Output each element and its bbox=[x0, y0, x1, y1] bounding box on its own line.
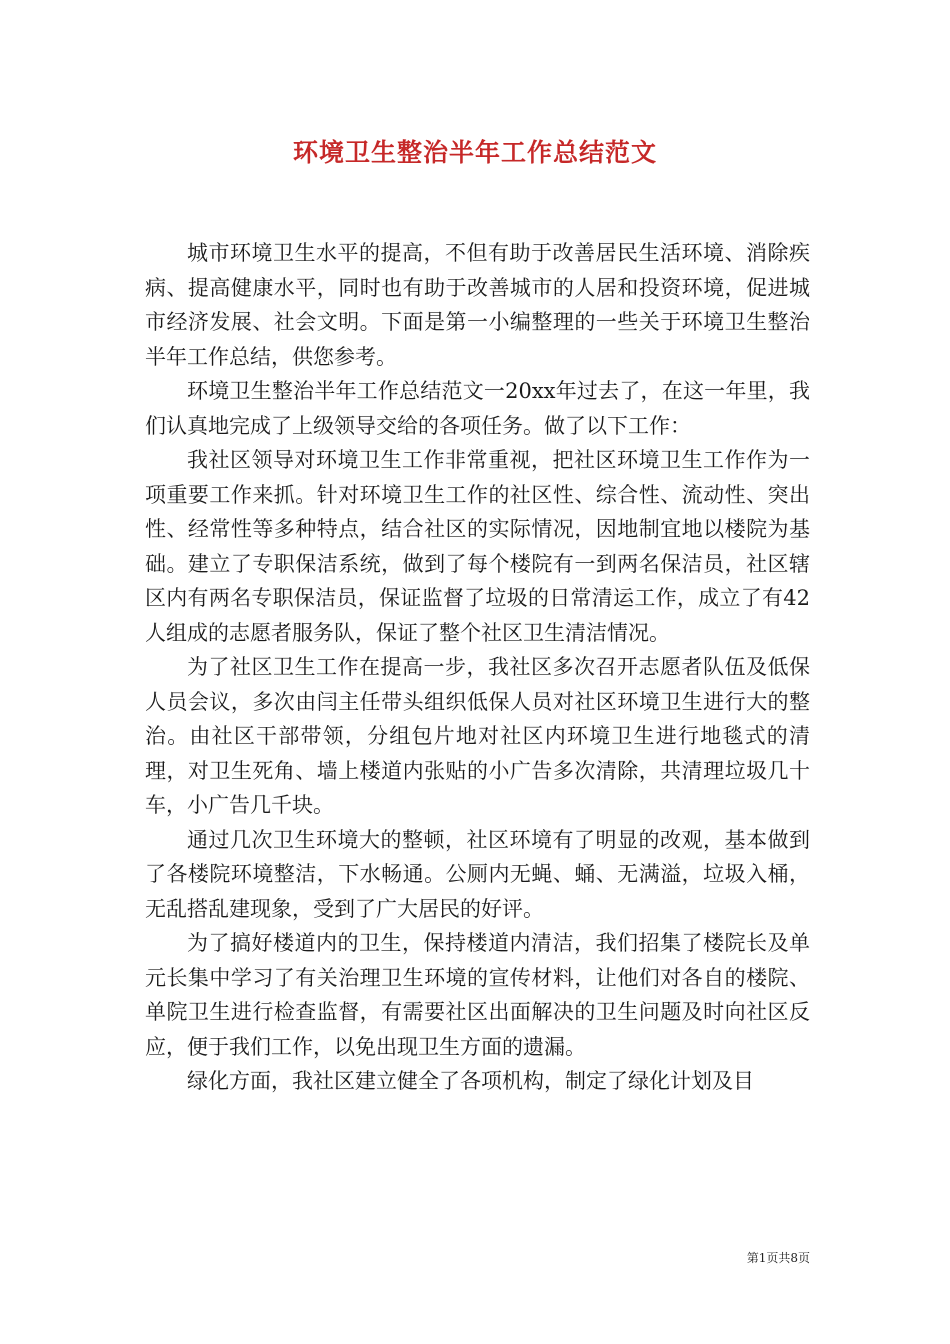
paragraph-intro: 城市环境卫生水平的提高，不但有助于改善居民生活环境、消除疾病、提高健康水平，同时也有助于改善城市的人居和投资环境，促进城市经济发展、社会文明。下面是第一小编整理的一些关于环境卫生整治半年工作总结，供您参考。 bbox=[145, 241, 810, 369]
page-number: 第1页共8页 bbox=[746, 1251, 810, 1265]
paragraph-opening: 环境卫生整治半年工作总结范文一20xx年过去了，在这一年里，我们认真地完成了上级领导交给的各项任务。做了以下工作： bbox=[145, 379, 810, 438]
paragraph-results: 通过几次卫生环境大的整顿，社区环境有了明显的改观，基本做到了各楼院环境整洁，下水畅通。公厕内无蝇、蛹、无满溢，垃圾入桶，无乱搭乱建现象，受到了广大居民的好评。 bbox=[145, 827, 810, 921]
paragraph-organization: 我社区领导对环境卫生工作非常重视，把社区环境卫生工作作为一项重要工作来抓。针对环境卫生工作的社区性、综合性、流动性、突出性、经常性等多种特点，结合社区的实际情况，因地制宜地以楼院为基础。建立了专职保洁系统，做到了每个楼院有一到两名保洁员，社区辖区内有两名专职保洁员，保证监督了垃圾的日常清运工作，成立了有42人组成的志愿者服务队，保证了整个社区卫生清洁情况。 bbox=[145, 448, 810, 645]
document-body bbox=[145, 236, 810, 1099]
paragraph-greening: 绿化方面，我社区建立健全了各项机构，制定了绿化计划及目 bbox=[187, 1069, 754, 1093]
document-title: 环境卫生整治半年工作总结范文 bbox=[292, 138, 657, 167]
paragraph-stairwell: 为了搞好楼道内的卫生，保持楼道内清洁，我们招集了楼院长及单元长集中学习了有关治理卫生环境的宣传材料，让他们对各自的楼院、单院卫生进行检查监督，有需要社区出面解决的卫生问题及时向社区反应，便于我们工作，以免出现卫生方面的遗漏。 bbox=[145, 931, 810, 1059]
paragraph-cleanup: 为了社区卫生工作在提高一步，我社区多次召开志愿者队伍及低保人员会议，多次由闫主任带头组织低保人员对社区环境卫生进行大的整治。由社区干部带领，分组包片地对社区内环境卫生进行地毯式的清理，对卫生死角、墙上楼道内张贴的小广告多次清除，共清理垃圾几十车，小广告几千块。 bbox=[145, 655, 810, 817]
